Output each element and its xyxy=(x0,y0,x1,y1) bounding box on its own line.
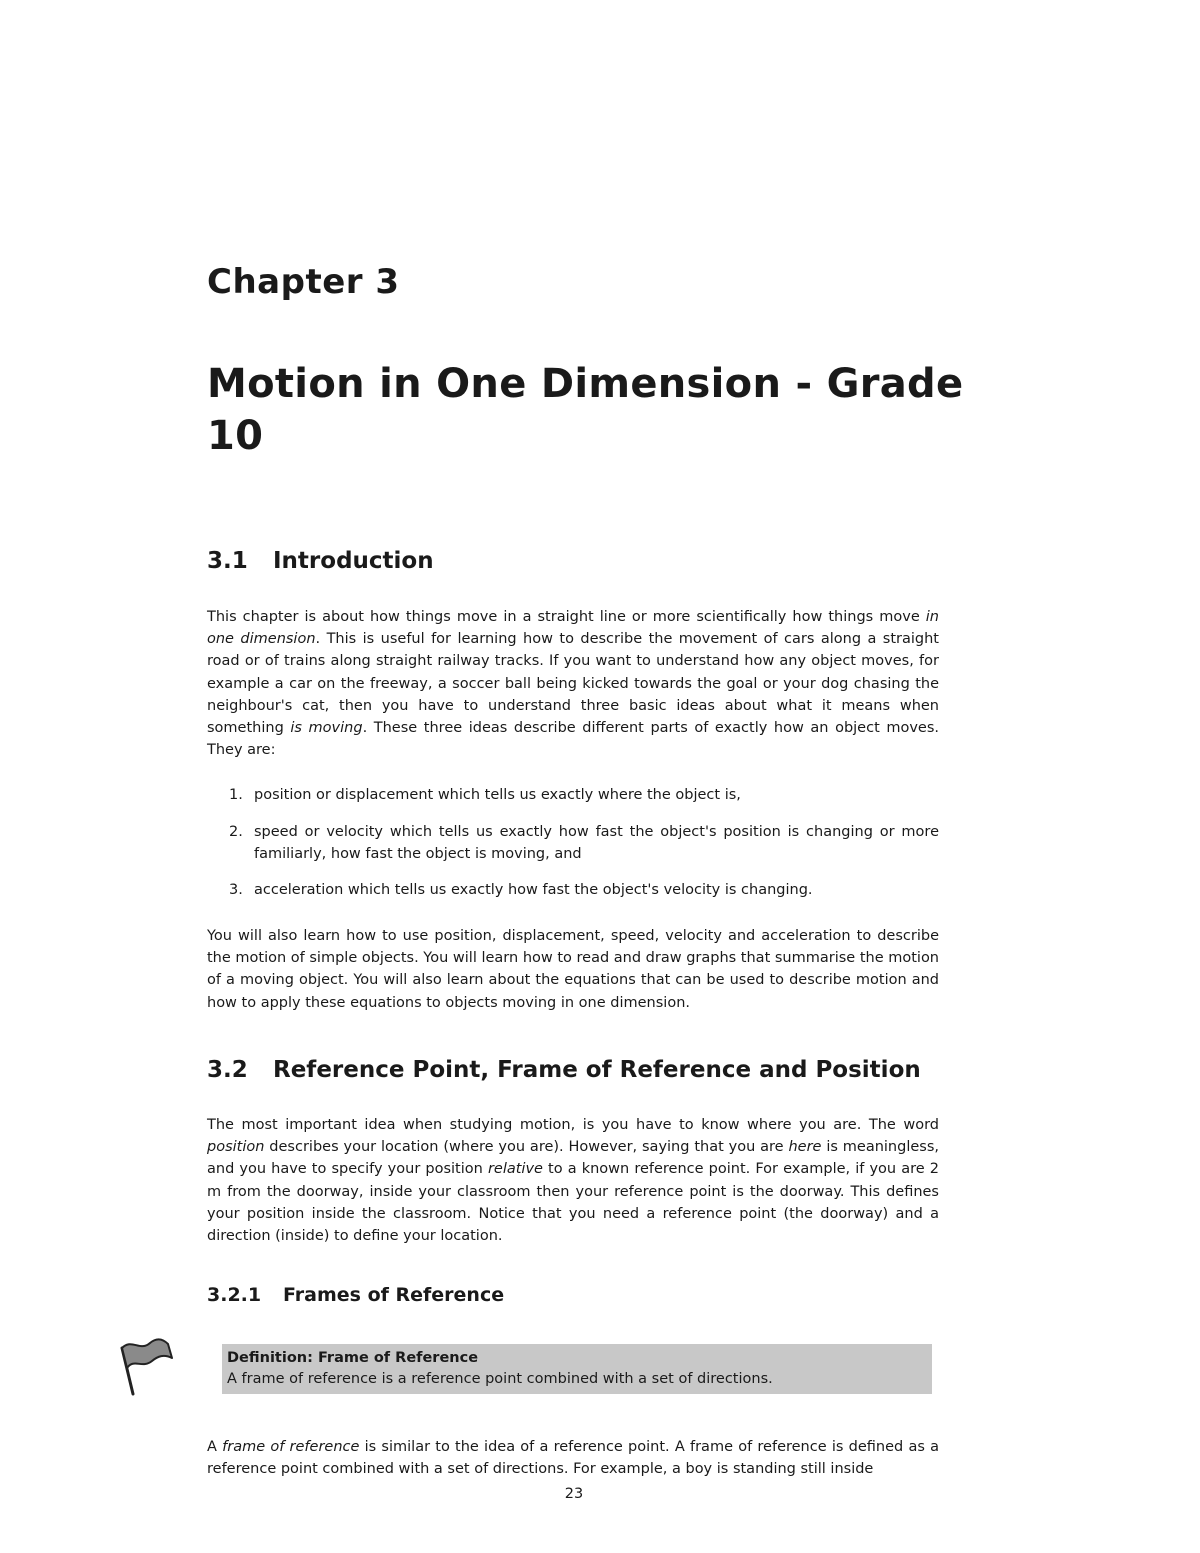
chapter-title: Motion in One Dimension - Grade 10 xyxy=(207,361,964,459)
emphasis: in one dimension xyxy=(207,609,939,648)
subsection-heading-3-2-1 xyxy=(207,1284,504,1306)
emphasis: frame of reference xyxy=(222,1439,360,1455)
definition-text: A frame of reference is a reference point combined with a set of directions. xyxy=(227,1371,773,1387)
section-number: 3.2 xyxy=(207,1057,248,1083)
list-text: acceleration which tells us exactly how fast the object's velocity is changing. xyxy=(254,882,813,898)
text-run: describes your location (where you are). However, saying that you are xyxy=(264,1139,789,1156)
section-heading-3-2 xyxy=(207,1057,921,1083)
section-number: 3.1 xyxy=(207,548,248,574)
text-run: to a known reference point. For example, if you are 2 m from the doorway, inside your classroom then your reference point is the doorway. This defines your position inside the classroom. Notice that you need a reference point (the doorway) and a direction (inside) to define your location. xyxy=(207,1161,939,1245)
list-number: 2. xyxy=(229,824,243,840)
page-number: 23 xyxy=(564,1486,584,1502)
list-text: position or displacement which tells us exactly where the object is, xyxy=(254,787,741,803)
text-run: This chapter is about how things move in a straight line or more scientifically how things move xyxy=(207,609,926,625)
text-run: is similar to the idea of a reference point. A frame of reference is defined as a reference point combined with a set of directions. For example, a boy is standing still inside xyxy=(207,1439,939,1478)
definition-title: Definition: Frame of Reference xyxy=(227,1350,479,1366)
emphasis: here xyxy=(788,1139,822,1156)
flag-icon xyxy=(118,1334,174,1396)
reference-point-paragraph xyxy=(207,1114,939,1247)
definition-box xyxy=(222,1344,932,1394)
chapter-label: Chapter 3 xyxy=(207,262,400,302)
text-run: A xyxy=(207,1439,223,1455)
frame-of-reference-paragraph xyxy=(207,1436,939,1480)
subsection-number: 3.2.1 xyxy=(207,1284,262,1306)
list-text: speed or velocity which tells us exactly how fast the object's position is changing or more familiarly, how fast the object is moving, and xyxy=(254,824,939,863)
list-number: 3. xyxy=(229,882,243,898)
list-number: 1. xyxy=(229,787,243,803)
section-title: Reference Point, Frame of Reference and Position xyxy=(273,1057,921,1083)
intro-paragraph xyxy=(207,606,939,761)
emphasis: relative xyxy=(487,1161,543,1178)
section-title: Introduction xyxy=(273,548,434,574)
motion-ideas-list xyxy=(207,784,939,904)
emphasis: is moving xyxy=(290,720,363,737)
subsection-title: Frames of Reference xyxy=(283,1284,505,1306)
emphasis: position xyxy=(207,1139,265,1156)
section-heading-3-1 xyxy=(207,548,434,574)
text-run: is meaningless, and you have to specify your position xyxy=(207,1139,939,1178)
text-run: . This is useful for learning how to describe the movement of cars along a straight road or of trains along straight railway tracks. If you want to understand how any object moves, for example a car on the freeway, a soccer ball being kicked towards the goal or your dog chasing the neighbour's cat, then you have to understand three basic ideas about what it means when something xyxy=(207,631,939,737)
text-run: The most important idea when studying motion, is you have to know where you are. The word xyxy=(207,1117,939,1133)
text-run: . These three ideas describe different parts of exactly how an object moves. They are: xyxy=(207,720,940,759)
intro-summary-paragraph xyxy=(207,925,939,1014)
text-run: You will also learn how to use position, displacement, speed, velocity and acceleration to describe the motion of simple objects. You will learn how to read and draw graphs that summarise the motion of a moving object. You will also learn about the equations that can be used to describe motion and how to apply these equations to objects moving in one dimension. xyxy=(207,928,939,1011)
